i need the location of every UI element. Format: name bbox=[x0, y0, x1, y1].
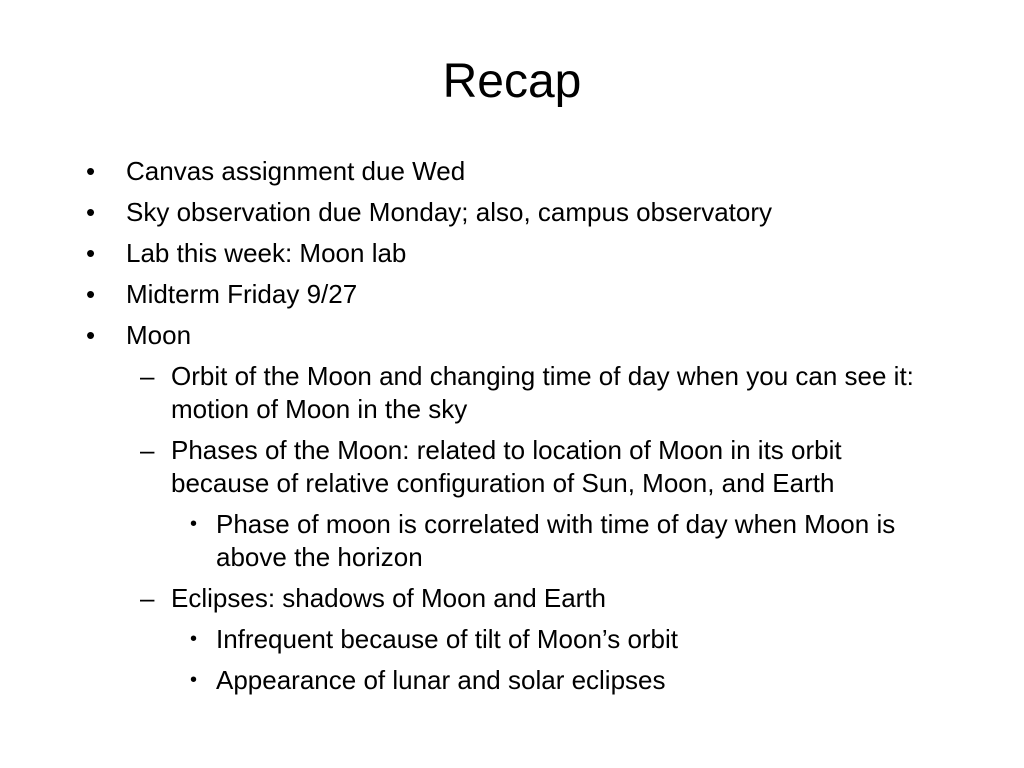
bullet-item bbox=[0, 196, 1024, 229]
sub-bullet-item bbox=[0, 434, 1024, 500]
bullet-text: Lab this week: Moon lab bbox=[126, 238, 407, 268]
sub-bullet-text: Phases of the Moon: related to location of Moon in its orbit because of relative configuration of Sun, Moon, and Earth bbox=[171, 435, 842, 498]
sub-sub-bullet-text: Appearance of lunar and solar eclipses bbox=[216, 665, 666, 695]
dash-marker: – bbox=[140, 435, 155, 465]
bullet-marker: • bbox=[190, 669, 198, 691]
sub-sub-bullet-text: Infrequent because of tilt of Moon’s orbit bbox=[216, 624, 679, 654]
sub-sub-bullet-item bbox=[0, 508, 1024, 574]
sub-bullet-item bbox=[0, 582, 1024, 615]
bullet-item bbox=[0, 237, 1024, 270]
bullet-text: Sky observation due Monday; also, campus observatory bbox=[126, 197, 773, 227]
bullet-marker: • bbox=[190, 513, 198, 535]
slide-title: Recap bbox=[442, 55, 582, 108]
bullet-item bbox=[0, 319, 1024, 352]
bullet-text: Canvas assignment due Wed bbox=[126, 156, 466, 186]
sub-bullet-item bbox=[0, 360, 1024, 426]
bullet-item bbox=[0, 155, 1024, 188]
sub-sub-bullet-text: Phase of moon is correlated with time of day when Moon is above the horizon bbox=[216, 509, 896, 572]
bullet-item bbox=[0, 278, 1024, 311]
sub-bullet-text: Eclipses: shadows of Moon and Earth bbox=[171, 583, 607, 613]
sub-bullet-text: Orbit of the Moon and changing time of day when you can see it: motion of Moon in the sky bbox=[171, 361, 914, 424]
bullet-marker: • bbox=[86, 279, 96, 309]
bullet-marker: • bbox=[86, 197, 96, 227]
bullet-text: Moon bbox=[126, 320, 192, 350]
bullet-text: Midterm Friday 9/27 bbox=[126, 279, 358, 309]
dash-marker: – bbox=[140, 583, 155, 613]
bullet-marker: • bbox=[86, 238, 96, 268]
sub-sub-bullet-item bbox=[0, 664, 1024, 697]
bullet-marker: • bbox=[190, 628, 198, 650]
sub-sub-bullet-item bbox=[0, 623, 1024, 656]
bullet-marker: • bbox=[86, 156, 96, 186]
bullet-marker: • bbox=[86, 320, 96, 350]
dash-marker: – bbox=[140, 361, 155, 391]
bullet-list bbox=[0, 155, 1024, 705]
